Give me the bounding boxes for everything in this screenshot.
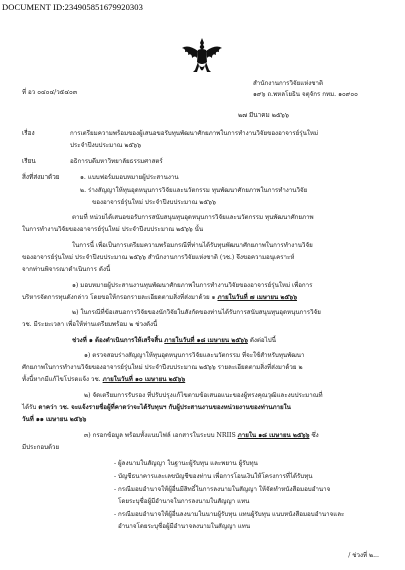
subject-label: เรื่อง	[22, 129, 35, 137]
reference-number: ที่ อว ๐๔๐๔/ว๕๔๐๓	[22, 89, 78, 96]
p1-1-line-2: ศักยภาพในการทำงานวิจัยของอาจารย์รุ่นใหม่ ประจำปีงบประมาณ ๒๕๖๖ รายละเอียดตามสิ่งที่ส่งมาด้วย ๒	[22, 364, 303, 371]
phase1-heading	[72, 335, 276, 345]
letter-date: ๒๗ มีนาคม ๒๕๖๖	[238, 111, 289, 119]
bullet-3: - กรณีมอบอำนาจให้ผู้อื่นมีสิทธิ์ในการลงนามในสัญญา ให้จัดทำหนังสือมอบอำนาจ	[114, 486, 331, 493]
enclosure-item-2: ๒. ร่างสัญญาให้ทุนอุดหนุนการวิจัยและนวัตกรรม ทุนพัฒนาศักยภาพในการทำงานวิจัย	[80, 187, 308, 194]
subject-line-2: ประจำปีงบประมาณ ๒๕๖๖	[70, 141, 142, 149]
p1-1-text: ทั้งนี้หากมีแก้ไขโปรดแจ้ง วช.	[22, 376, 101, 383]
subject-line-1: การเตรียมความพร้อมของผู้เสนอขอรับทุนพัฒนาศักยภาพในการทำงานวิจัยของอาจารย์รุ่นใหม่	[70, 130, 319, 137]
agency-name: สำนักงานการวิจัยแห่งชาติ	[253, 80, 324, 87]
para2-line-1: ในการนี้ เพื่อเป็นการเตรียมความพร้อมกรณีที่ท่านได้รับทุนพัฒนาศักยภาพในการทำงานวิจัย	[72, 242, 313, 249]
to-label: เรียน	[22, 157, 36, 165]
phase1-suffix: ดังต่อไปนี้	[249, 337, 276, 344]
para2-line-2: ของอาจารย์รุ่นใหม่ ประจำปีงบประมาณ ๒๕๖๖ สำนักงานการวิจัยแห่งชาติ (วช.) จึงขอความอนุเคราะห์	[22, 254, 295, 261]
agency-street: ๑๙๖ ถ.พหลโยธิน จตุจักร กทม. ๑๐๙๐๐	[253, 91, 358, 98]
para1-line-2: ในการทำงานวิจัยของอาจารย์รุ่นใหม่ ประจำปีงบประมาณ ๒๕๖๖ นั้น	[22, 226, 204, 233]
p1-1-line-3	[22, 374, 185, 384]
continuation-note: / ช่วงที่ ๒...	[348, 552, 379, 559]
item1-line-2	[22, 292, 297, 302]
p1-2-text: ได้รับ	[22, 404, 37, 411]
agency-address	[253, 78, 358, 100]
phase1-deadline: ภายในวันที่ ๑๘ เมษายน ๒๕๖๖	[164, 337, 248, 344]
p1-1-deadline: ภายในวันที่ ๑๐ เมษายน ๒๕๖๖	[102, 376, 186, 383]
garuda-emblem-icon	[180, 36, 224, 80]
p1-1-line-1: ๑) ตรวจสอบร่างสัญญาให้ทุนอุดหนุนการวิจัยและนวัตกรรม ที่จะใช้สำหรับทุนพัฒนา	[84, 352, 305, 359]
p1-2-bold: ดาคว่า วช. จะแจ้งรายชื่อผู้ที่คาดว่าจะได้รับทุนฯ กับผู้ประสานงานของหน่วยงานของท่านภายใน	[38, 404, 291, 411]
bullet-4: - กรณีมอบอำนาจให้ผู้อื่นลงนามในนามผู้รับทุน แทนผู้รับทุน แนบหนังสือมอบอำนาจและ	[114, 511, 345, 518]
p1-2-line-1: ๒) จัดเตรียมการรับรอง ที่ปรับปรุงแก้ไขตามข้อเสนอแนะของผู้ทรงคุณวุฒิและงบประมาณที่	[84, 392, 323, 399]
para2-line-3: จากท่านพิจารณาดำเนินการ ดังนี้	[22, 266, 111, 273]
p1-3-line-1	[84, 430, 319, 440]
p1-3-text: ๓) กรอกข้อมูล พร้อมทั้งแนบไฟล์ เอกสารในระบบ NRIIS	[84, 432, 236, 439]
enclosure-item-2-cont: ของอาจารย์รุ่นใหม่ ประจำปีงบประมาณ ๒๕๖๖	[92, 199, 216, 206]
para1-line-1: ตามที่ หน่วยได้เสนอขอรับการสนับสนุนทุนอุดหนุนการวิจัยและนวัตกรรม ทุนพัฒนาศักยภาพ	[72, 214, 314, 221]
subject-text	[70, 128, 390, 151]
enclosure-item-1: ๑. แบบฟอร์มมอบหมายผู้ประสานงาน	[80, 174, 179, 181]
to-recipient: อธิการบดีมหาวิทยาลัยธรรมศาสตร์	[70, 158, 163, 165]
bullet-3-cont: โดยระบุชื่อผู้มีอำนาจในการลงนามในสัญญา แทน	[118, 498, 250, 505]
p1-2-line-2	[22, 402, 291, 412]
p1-2-date: วันที่ ๑๑ เมษายน ๒๕๖๖	[22, 416, 87, 423]
item1-deadline: ภายในวันที่ ๗ เมษายน ๒๕๖๖	[217, 294, 298, 301]
p1-3-line-2: มีประกอบด้วย	[22, 444, 60, 451]
item2-line-2: วช. มีระยะเวลา เพื่อให้ท่านเตรียมพร้อม ๒ ช่วงดังนี้	[22, 321, 158, 328]
p1-3-deadline: ภายใน ๑๘ เมษายน ๒๕๖๖	[237, 432, 310, 439]
document-id: DOCUMENT ID:234905851679920303	[2, 2, 143, 12]
item1-text: บริหารจัดการทุนดังกล่าว โดยขอให้กรอกรายละเอียดตามสิ่งที่ส่งมาด้วย ๑	[22, 294, 216, 301]
item1-line-1: ๑) มอบหมายผู้ประสานงานทุนพัฒนาศักยภาพในการทำงานวิจัยของอาจารย์รุ่นใหม่ เพื่อการ	[72, 282, 313, 289]
item2-line-1: ๒) ในกรณีที่ข้อเสนอการวิจัยของนักวิจัยในสังกัดของท่านได้รับการสนับสนุนทุนอุดหนุนการวิจัย	[72, 309, 321, 316]
enclosure-label: สิ่งที่ส่งมาด้วย	[22, 173, 60, 181]
bullet-1: - ผู้ลงนามในสัญญา ในฐานะผู้รับทุน และพยาน ผู้รับทุน	[114, 460, 258, 467]
p1-3-suffix: ซึ่ง	[311, 432, 319, 439]
bullet-2: - บัญชีธนาคารและเลขบัญชีของท่าน เพื่อการโอนเงินให้โครงการที่ได้รับทุน	[114, 473, 313, 480]
phase1-prefix: ช่วงที่ ๑ ต้องดำเนินการให้เสร็จสิ้น	[72, 337, 163, 344]
bullet-4-cont: อำนาจโดยระบุชื่อผู้มีอำนาจลงนามในสัญญา แทน	[118, 523, 251, 530]
